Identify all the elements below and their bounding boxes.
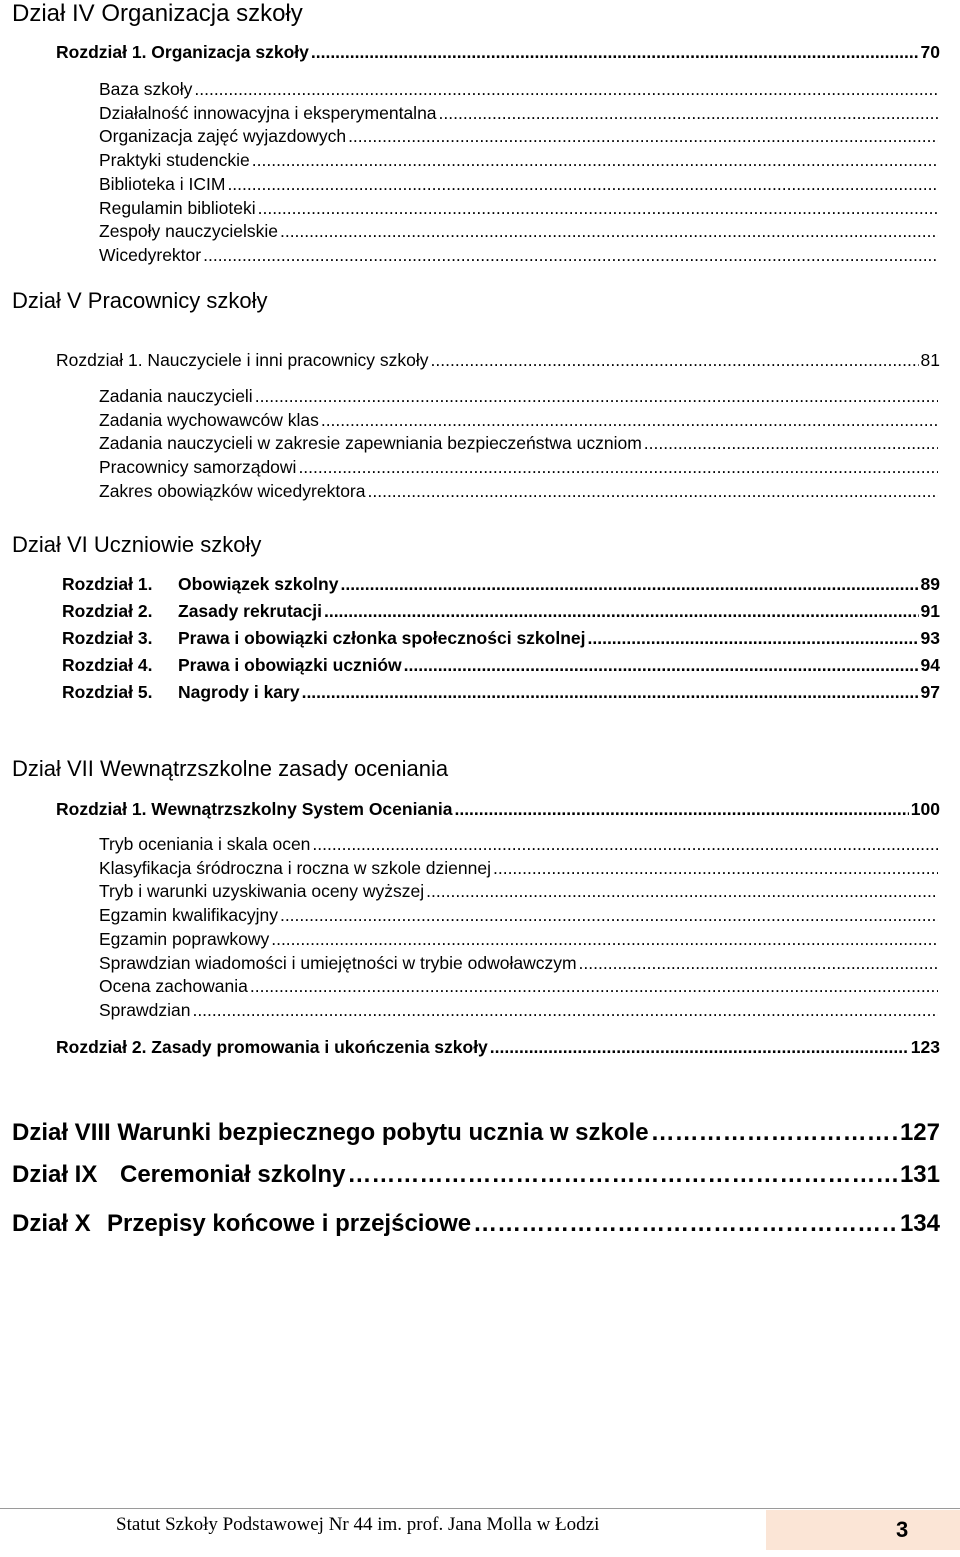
toc-entry[interactable]: Egzamin poprawkowy ..... [99, 929, 940, 950]
toc-entry[interactable]: Sprawdzian wiadomości i umiejętności w trybie odwoławczym ..... [99, 953, 940, 974]
toc-entry[interactable]: Ocena zachowania ..... [99, 976, 940, 997]
toc-entry-section6-chapter5[interactable]: Rozdział 5. Nagrody i kary ..... 97 [62, 682, 940, 703]
toc-entry[interactable]: Tryb oceniania i skala ocen ..... [99, 834, 940, 855]
toc-entry[interactable]: Egzamin kwalifikacyjny ..... [99, 905, 940, 926]
toc-entry-section10[interactable]: Dział X Przepisy końcowe i przejściowe ………………………………………………………………………………………………………………………………………………………………………………………………………………………………………………… 134 [12, 1210, 940, 1238]
toc-entry-section6-chapter2[interactable]: Rozdział 2. Zasady rekrutacji ..... 91 [62, 601, 940, 622]
toc-entry[interactable]: Zadania nauczycieli w zakresie zapewniania bezpieczeństwa uczniom ..... [99, 433, 940, 454]
toc-entry[interactable]: Działalność innowacyjna i eksperymentalna ..... [99, 103, 940, 124]
toc-entry[interactable]: Klasyfikacja śródroczna i roczna w szkole dziennej ..... [99, 858, 940, 879]
toc-entry-section6-chapter4[interactable]: Rozdział 4. Prawa i obowiązki uczniów ..... 94 [62, 655, 940, 676]
footer-text: Statut Szkoły Podstawowej Nr 44 im. prof. Jana Molla w Łodzi [116, 1514, 600, 1535]
toc-entry[interactable]: Baza szkoły ..... [99, 79, 940, 100]
toc-entry-page: 70 [920, 42, 940, 62]
toc-entry[interactable]: Zadania wychowawców klas ..... [99, 410, 940, 431]
toc-entry[interactable]: Regulamin biblioteki ..... [99, 198, 940, 219]
toc-entry[interactable]: Organizacja zajęć wyjazdowych ..... [99, 126, 940, 147]
page-number: 3 [896, 1517, 909, 1542]
toc-entry-section6-chapter3[interactable]: Rozdział 3. Prawa i obowiązki członka społeczności szkolnej ..... 93 [62, 628, 940, 649]
toc-entry[interactable]: Sprawdzian ..... [99, 1000, 940, 1021]
toc-entry-section6-chapter1[interactable]: Rozdział 1. Obowiązek szkolny ..... 89 [62, 574, 940, 595]
section6-title: Dział VI Uczniowie szkoły [12, 532, 262, 557]
toc-entry-section7-chapter1[interactable]: Rozdział 1. Wewnątrzszkolny System Oceniania ..... 100 [56, 799, 940, 820]
toc-entry[interactable]: Zadania nauczycieli ..... [99, 386, 940, 407]
toc-entry[interactable]: Wicedyrektor ..... [99, 245, 940, 266]
toc-entry-section9[interactable]: Dział IX Ceremoniał szkolny ………………………………………………………………………………………………………………………………………………………………………………………………………………………………………………… 131 [12, 1161, 940, 1189]
toc-entry-section5-chapter1[interactable]: Rozdział 1. Nauczyciele i inni pracownicy szkoły ..... 81 [56, 350, 940, 371]
toc-entry[interactable]: Pracownicy samorządowi ..... [99, 457, 940, 478]
toc-entry[interactable]: Zakres obowiązków wicedyrektora ..... [99, 481, 940, 502]
toc-entry-label: Rozdział 1. Organizacja szkoły [56, 42, 309, 62]
toc-entry[interactable]: Praktyki studenckie ..... [99, 150, 940, 171]
toc-entry[interactable]: Biblioteka i ICIM ..... [99, 174, 940, 195]
toc-entry-section4-chapter1[interactable] [56, 42, 940, 63]
toc-entry[interactable]: Zespoły nauczycielskie ..... [99, 221, 940, 242]
footer-page-box [766, 1510, 960, 1550]
section5-title: Dział V Pracownicy szkoły [12, 288, 268, 313]
toc-entry-section7-chapter2[interactable]: Rozdział 2. Zasady promowania i ukończenia szkoły ..... 123 [56, 1037, 940, 1058]
toc-entry[interactable]: Tryb i warunki uzyskiwania oceny wyższej ..... [99, 881, 940, 902]
footer-divider [0, 1508, 960, 1509]
dot-leader [311, 42, 919, 63]
section4-title: Dział IV Organizacja szkoły [12, 0, 303, 27]
toc-entry-section8[interactable]: Dział VIII Warunki bezpiecznego pobytu ucznia w szkole ………………………………………………………………………………………………………………………………………………………………………………………………………………………………………………… 127 [12, 1119, 940, 1147]
section7-title: Dział VII Wewnątrzszkolne zasady oceniania [12, 756, 449, 781]
